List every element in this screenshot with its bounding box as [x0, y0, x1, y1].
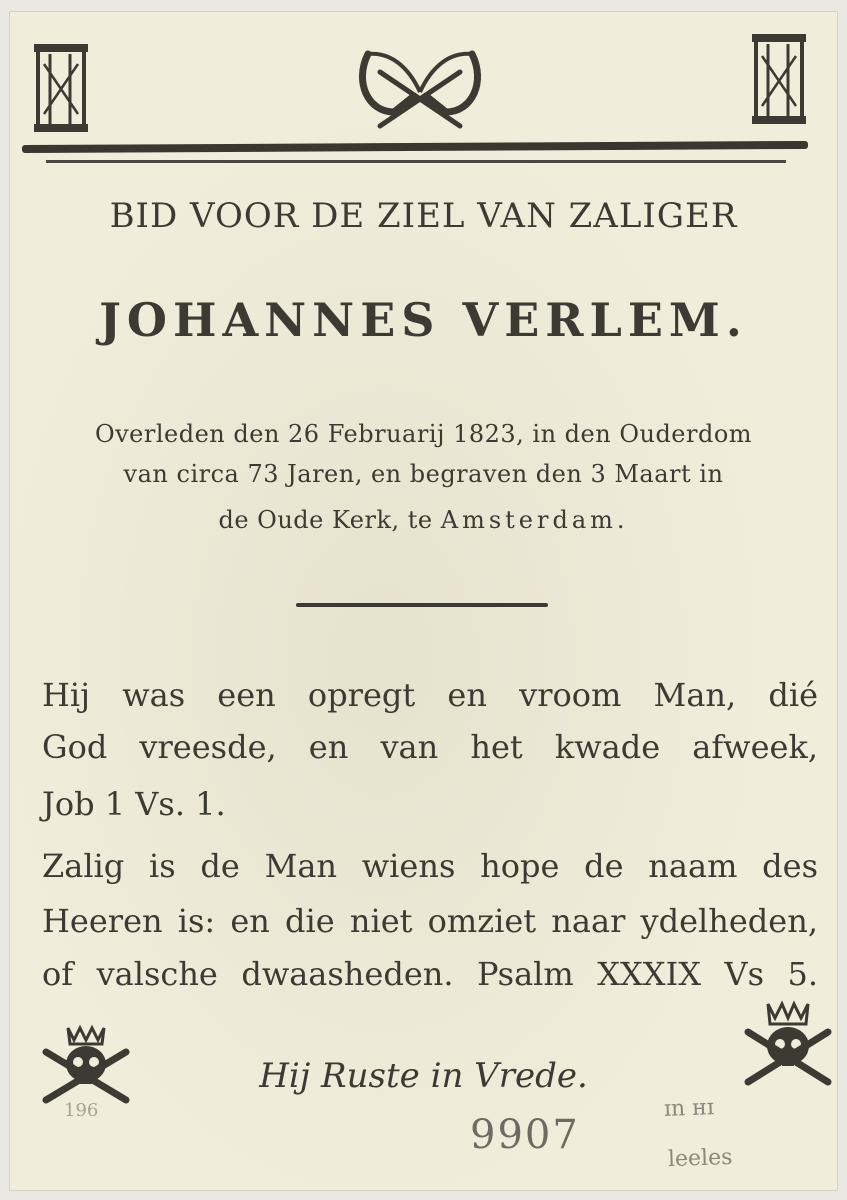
closing-line: Hij Ruste in Vrede.: [259, 1056, 588, 1096]
archive-number-stamp: 9907: [470, 1112, 580, 1158]
verse-line: of valsche dwaasheden. Psalm XXXIX Vs 5.: [42, 955, 818, 993]
burial-place: de Oude Kerk, te: [218, 506, 433, 534]
archive-stamp-label: leeles: [667, 1144, 733, 1173]
crossed-scythes-icon: [350, 42, 490, 134]
archive-stamp-label: 196: [64, 1100, 99, 1121]
bookend-icon: [34, 44, 92, 134]
verse-line: God vreesde, en van het kwade afweek,: [42, 728, 818, 766]
verse-line: Zalig is de Man wiens hope de naam des: [42, 847, 818, 885]
memorial-card: [10, 12, 837, 1190]
archive-stamp-label: ɪn ʜɪ: [663, 1095, 715, 1122]
death-info-line-2: van circa 73 Jaren, en begraven den 3 Maart in: [123, 460, 724, 488]
card-heading: BID VOOR DE ZIEL VAN ZALIGER: [109, 196, 738, 236]
bookend-icon: [750, 34, 810, 126]
verse-line: Hij was een opregt en vroom Man, dié: [42, 676, 818, 714]
deceased-name: JOHANNES VERLEM.: [99, 293, 748, 347]
death-info-line-1: Overleden den 26 Februarij 1823, in den Ouderdom: [94, 420, 753, 448]
header-rule-thin: [46, 160, 786, 163]
section-divider: [296, 603, 548, 607]
verse-reference: Job 1 Vs. 1.: [42, 785, 226, 823]
death-info-line-3: [0, 506, 847, 534]
burial-city: Amsterdam.: [440, 506, 629, 534]
verse-line: Heeren is: en die niet omziet naar ydelheden,: [42, 902, 818, 940]
